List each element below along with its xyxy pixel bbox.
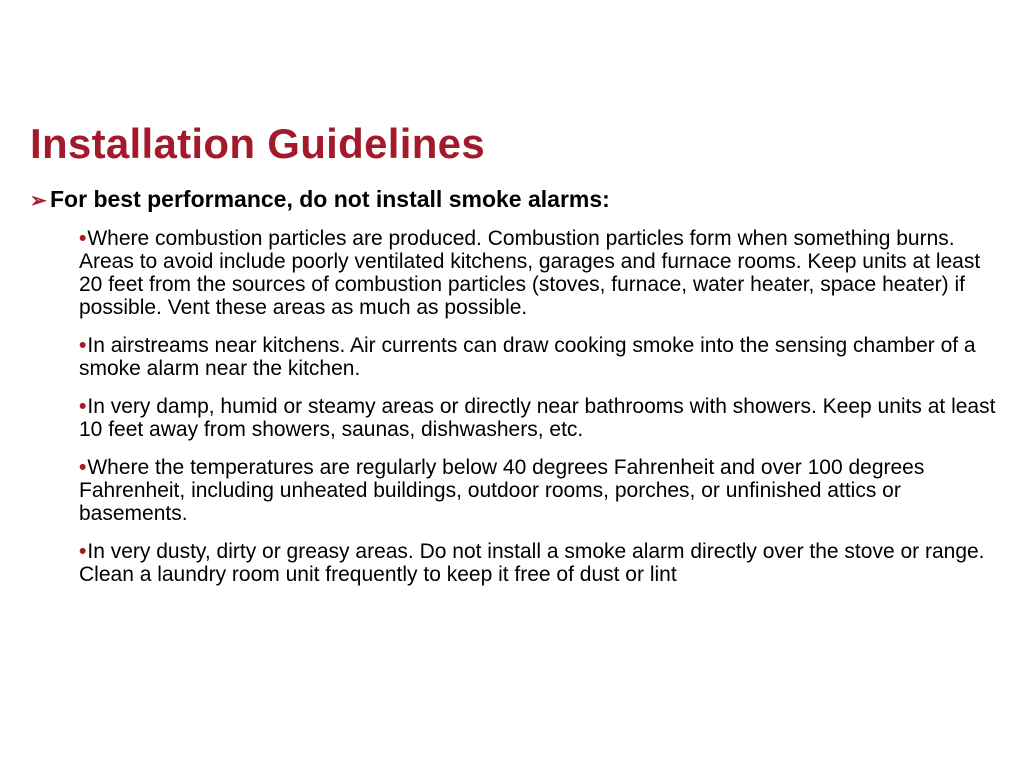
guideline-item bbox=[79, 540, 1004, 586]
slide-title: Installation Guidelines bbox=[30, 120, 485, 167]
bullet-dot-icon: • bbox=[79, 227, 87, 250]
guideline-item bbox=[79, 227, 1004, 319]
bullet-dot-icon: • bbox=[79, 456, 87, 479]
bullet-dot-icon: • bbox=[79, 334, 87, 357]
guideline-text: In very damp, humid or steamy areas or directly near bathrooms with showers. Keep units at least 10 feet away from showers, saunas, dishwashers, etc. bbox=[79, 395, 996, 441]
guideline-list bbox=[79, 227, 1004, 601]
bullet-dot-icon: • bbox=[79, 395, 87, 418]
guideline-text: In airstreams near kitchens. Air currents can draw cooking smoke into the sensing chamber of a smoke alarm near the kitchen. bbox=[79, 334, 976, 380]
lead-statement bbox=[30, 184, 610, 216]
guideline-item bbox=[79, 334, 1004, 380]
guideline-text: Where combustion particles are produced. Combustion particles form when something burns. Areas to avoid include poorly ventilated kitchens, garages and furnace rooms. Keep units at least 20 feet from the sources of combustion particles (stoves, furnace, water heater, space heater) if possible. Vent these areas as much as possible. bbox=[79, 227, 981, 319]
guideline-item bbox=[79, 456, 1004, 525]
arrow-bullet-icon: ➢ bbox=[30, 190, 47, 212]
bullet-dot-icon: • bbox=[79, 540, 87, 563]
guideline-text: Where the temperatures are regularly below 40 degrees Fahrenheit and over 100 degrees Fahrenheit, including unheated buildings, outdoor rooms, porches, or unfinished attics or basements. bbox=[79, 456, 925, 525]
guideline-text: In very dusty, dirty or greasy areas. Do not install a smoke alarm directly over the stove or range. Clean a laundry room unit frequently to keep it free of dust or lint bbox=[79, 540, 985, 586]
lead-text: For best performance, do not install smoke alarms: bbox=[50, 186, 610, 212]
guideline-item bbox=[79, 395, 1004, 441]
